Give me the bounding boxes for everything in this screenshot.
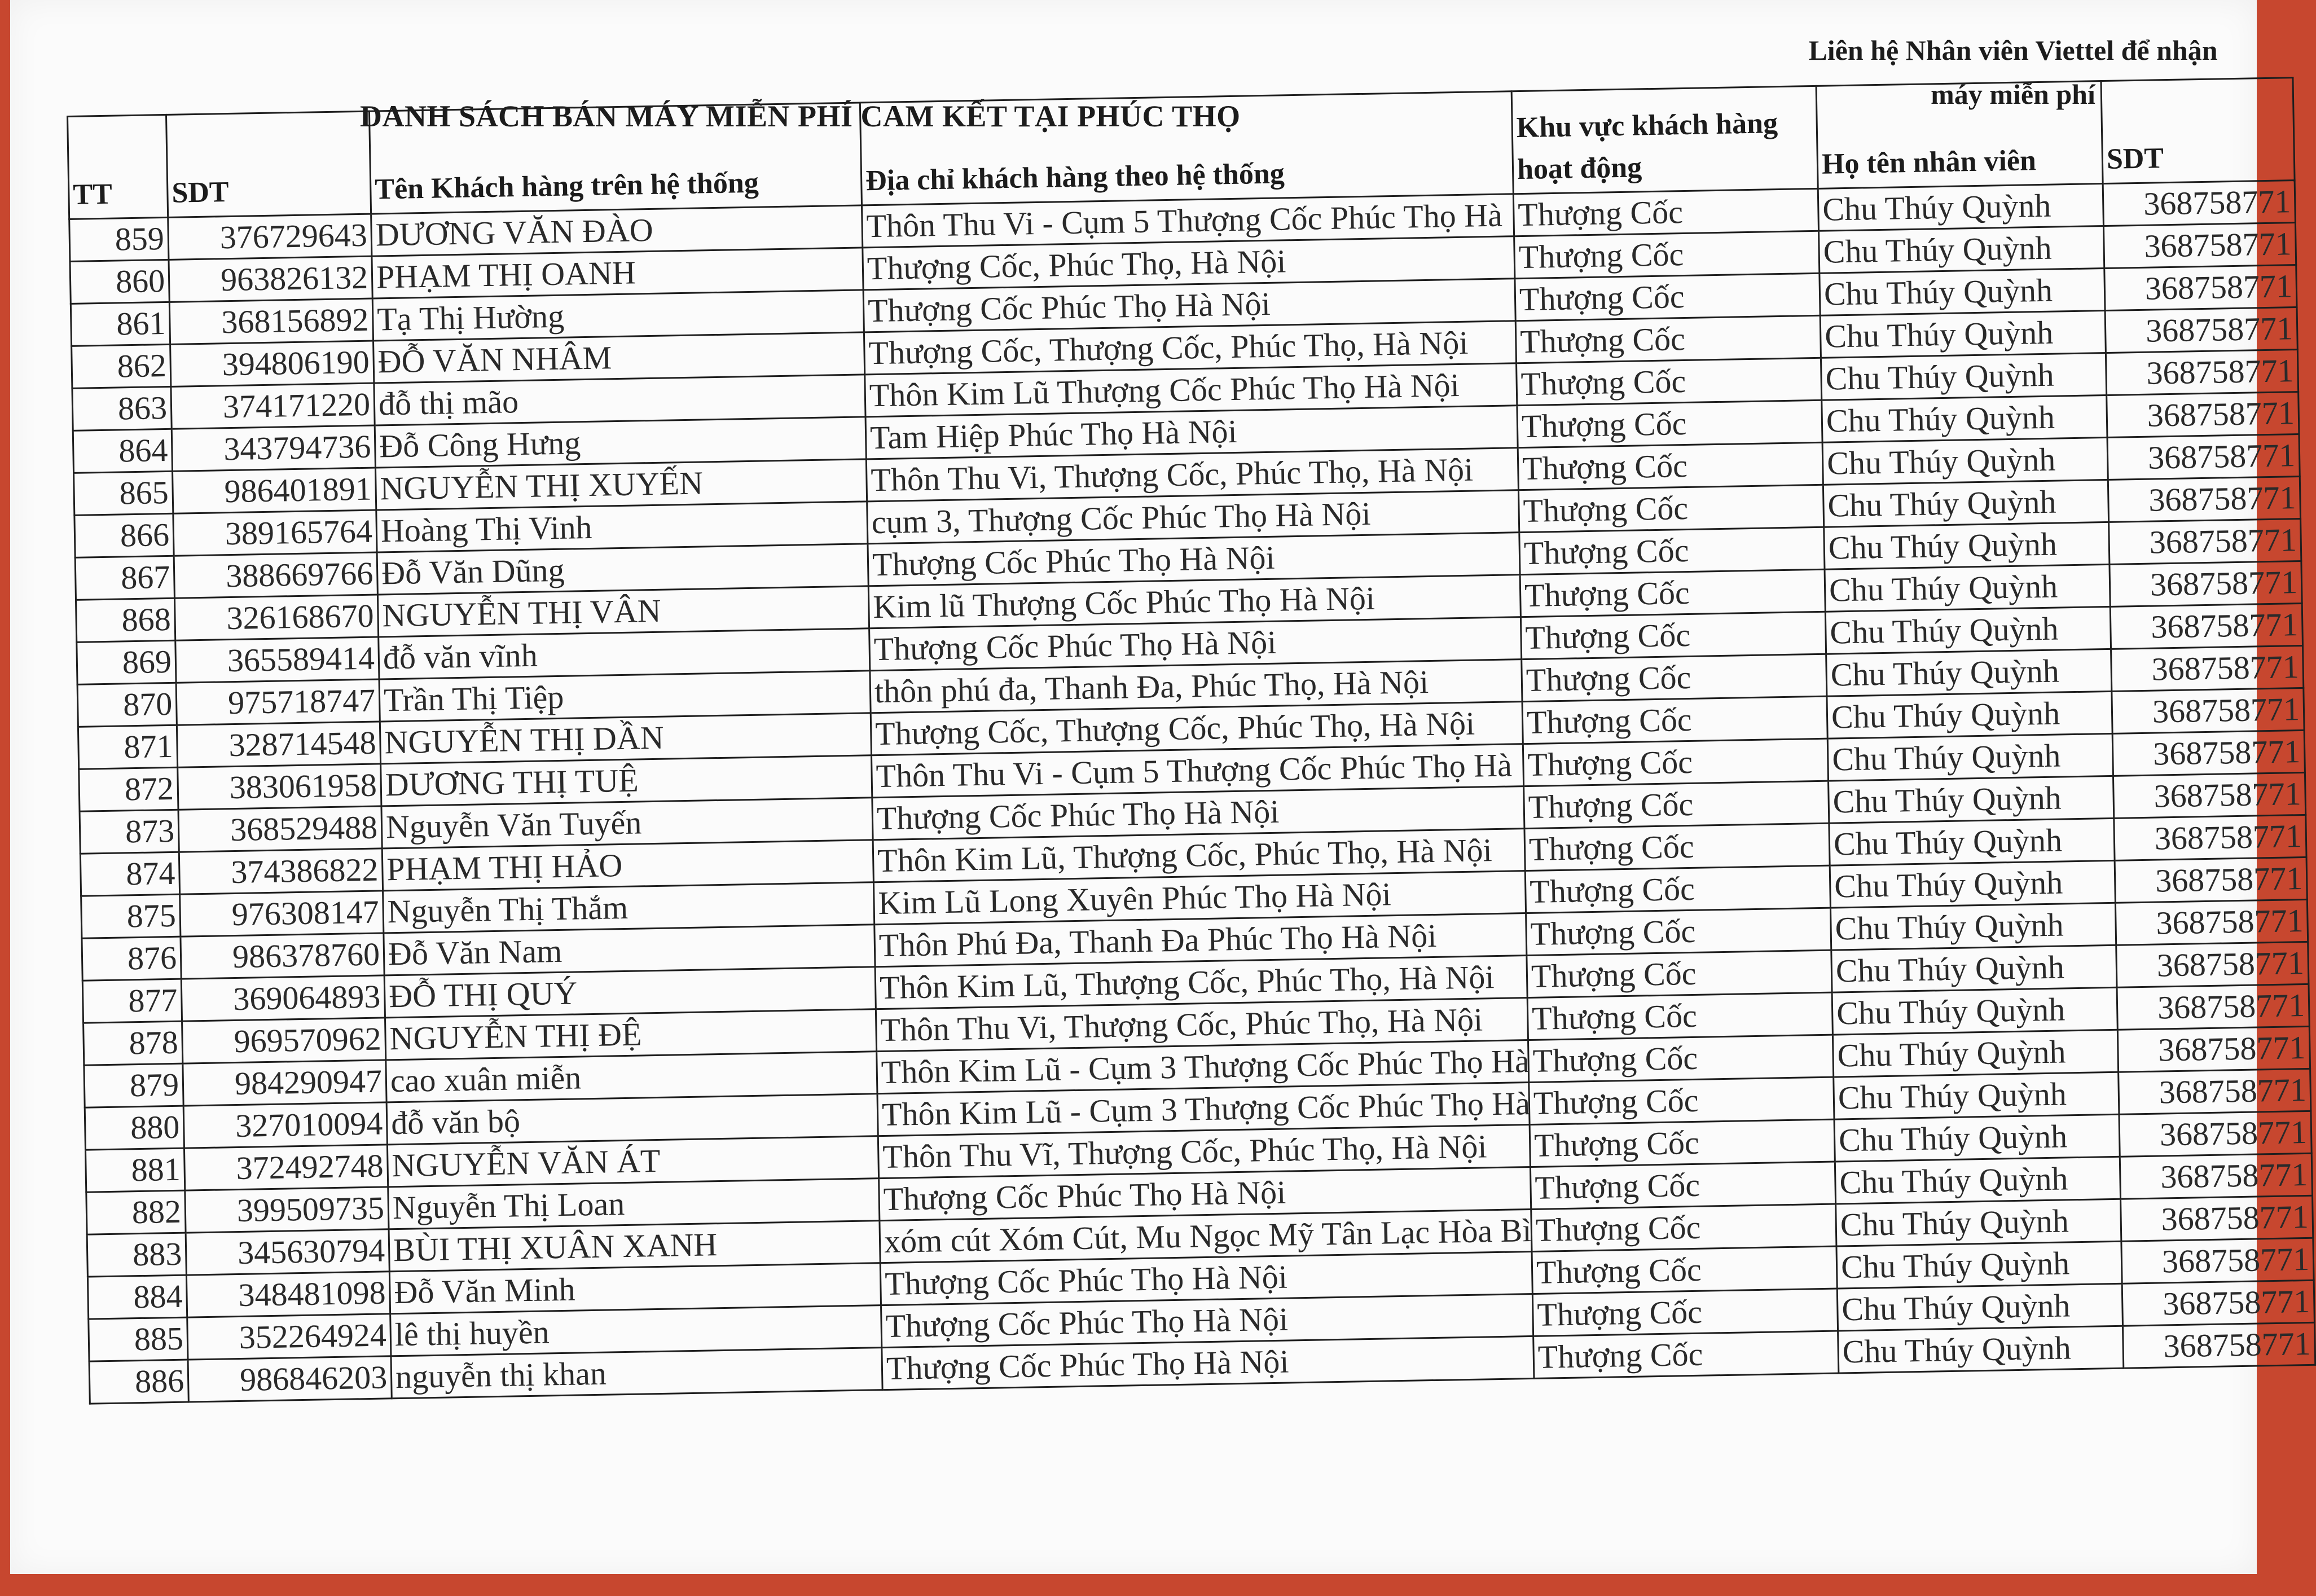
cell-address: Thôn Thu Vi - Cụm 5 Thượng Cốc Phúc Thọ Hà [872,744,1524,798]
customer-table [67,77,2316,1405]
cell-staff-sdt: 368758771 [2121,1195,2313,1241]
col-tt-header: TT [68,115,168,219]
cell-sdt: 345630794 [186,1229,389,1275]
col-staff-header: Họ tên nhân viên [1816,81,2103,189]
cell-name: Nguyễn Thị Thắm [383,882,874,933]
cell-tt: 868 [76,598,175,642]
paper-sheet [10,0,2311,1574]
cell-address: Thôn Thu Vĩ, Thượng Cốc, Phúc Thọ, Hà Nội [878,1125,1530,1179]
cell-staff: Chu Thúy Quỳnh [1823,480,2108,527]
cell-name: NGUYỄN VĂN ÁT [387,1136,878,1187]
cell-area: Thượng Cốc [1527,992,1832,1040]
cell-name: Nguyễn Thị Loan [388,1179,880,1229]
cell-sdt: 963826132 [169,256,372,302]
cell-staff: Chu Thúy Quỳnh [1837,1283,2122,1331]
cell-name: DƯƠNG VĂN ĐÀO [371,205,863,256]
cell-tt: 866 [74,513,174,557]
cell-staff-sdt: 368758771 [2116,942,2309,987]
cell-tt: 871 [78,725,177,769]
cell-address: thôn phú đa, Thanh Đa, Phúc Thọ, Hà Nội [870,659,1522,713]
cell-address: Thượng Cốc Phúc Thọ Hà Nội [880,1251,1532,1305]
cell-area: Thượng Cốc [1524,823,1830,870]
cell-sdt: 975718747 [176,679,380,725]
cell-staff-sdt: 368758771 [2117,1026,2310,1072]
cell-tt: 883 [87,1233,186,1277]
cell-staff: Chu Thúy Quỳnh [1832,1030,2118,1077]
cell-area: Thượng Cốc [1532,1289,1838,1336]
cell-sdt: 328714548 [177,722,380,767]
cell-tt: 879 [84,1063,183,1107]
cell-area: Thượng Cốc [1524,781,1829,828]
table-body [69,181,2315,1404]
cell-tt: 872 [79,767,178,811]
cell-sdt: 986846203 [188,1356,392,1402]
cell-area: Thượng Cốc [1515,273,1820,320]
cell-staff: Chu Thúy Quỳnh [1820,310,2106,358]
cell-sdt: 372492748 [184,1145,388,1190]
cell-staff: Chu Thúy Quỳnh [1822,437,2108,485]
cell-area: Thượng Cốc [1517,358,1822,405]
cell-name: nguyễn thị khan [391,1348,882,1399]
cell-sdt: 368529488 [178,806,382,852]
cell-staff: Chu Thúy Quỳnh [1827,691,2112,738]
cell-tt: 860 [70,260,169,304]
cell-address: Thượng Cốc Phúc Thọ Hà Nội [868,533,1520,586]
cell-sdt: 327010094 [183,1102,387,1148]
cell-staff-sdt: 368758771 [2117,984,2309,1030]
cell-tt: 877 [82,979,182,1023]
cell-staff-sdt: 368758771 [2110,561,2302,606]
cell-sdt: 986401891 [173,468,376,513]
cell-area: Thượng Cốc [1523,738,1828,786]
cell-sdt: 365589414 [175,637,379,683]
cell-name: Đỗ Văn Minh [389,1263,881,1314]
cell-staff-sdt: 368758771 [2122,1322,2315,1368]
col-staff-sdt-header: SDT [2101,78,2295,184]
cell-area: Thượng Cốc [1522,654,1827,701]
cell-staff: Chu Thúy Quỳnh [1838,1326,2124,1373]
cell-name: cao xuân miễn [386,1052,877,1102]
cell-address: xóm cút Xóm Cút, Mu Ngọc Mỹ Tân Lạc Hòa Bì [880,1209,1532,1263]
cell-tt: 878 [84,1021,183,1065]
cell-address: Thôn Thu Vi, Thượng Cốc, Phúc Thọ, Hà Nội [866,448,1518,502]
cell-staff-sdt: 368758771 [2115,857,2307,903]
cell-sdt: 383061958 [178,764,381,810]
cell-staff-sdt: 368758771 [2103,181,2295,226]
cell-name: NGUYỄN THỊ XUYẾN [375,459,867,510]
cell-sdt: 374171220 [171,383,375,429]
cell-name: Đỗ Văn Nam [384,925,875,975]
cell-address: Tam Hiệp Phúc Thọ Hà Nội [865,406,1518,459]
cell-tt: 859 [69,217,169,261]
cell-staff: Chu Thúy Quỳnh [1831,945,2117,992]
cell-staff-sdt: 368758771 [2119,1069,2311,1114]
cell-tt: 875 [81,894,181,938]
cell-staff: Chu Thúy Quỳnh [1832,987,2117,1035]
cell-staff-sdt: 368758771 [2112,688,2304,733]
cell-address: Thượng Cốc Phúc Thọ Hà Nội [872,786,1524,840]
cell-tt: 863 [72,386,172,430]
cell-tt: 881 [85,1148,184,1192]
contact-note: Liên hệ Nhân viên Viettel để nhận máy miễn phí [1808,34,2218,110]
cell-staff: Chu Thúy Quỳnh [1829,818,2115,865]
cell-name: NGUYỄN THỊ VÂN [377,586,869,637]
cell-staff: Chu Thúy Quỳnh [1836,1241,2122,1289]
cell-area: Thượng Cốc [1531,1204,1836,1251]
cell-address: Thôn Kim Lũ, Thượng Cốc, Phúc Thọ, Hà Nội [873,829,1525,882]
cell-staff: Chu Thúy Quỳnh [1834,1072,2119,1119]
cell-staff: Chu Thúy Quỳnh [1836,1199,2121,1246]
cell-area: Thượng Cốc [1525,865,1830,913]
cell-staff-sdt: 368758771 [2122,1280,2314,1326]
cell-name: lê thị huyền [390,1305,882,1356]
cell-sdt: 394806190 [170,341,374,386]
cell-staff-sdt: 368758771 [2112,730,2305,776]
cell-area: Thượng Cốc [1519,527,1825,574]
cell-name: Trần Thị Tiệp [379,671,871,722]
cell-address: Thượng Cốc Phúc Thọ Hà Nội [863,279,1515,332]
cell-staff: Chu Thúy Quỳnh [1826,649,2112,696]
cell-staff: Chu Thúy Quỳnh [1820,269,2105,316]
cell-name: Nguyễn Văn Tuyến [381,798,873,848]
cell-tt: 874 [80,852,179,896]
col-address-header: Địa chỉ khách hàng theo hệ thống [860,91,1513,205]
cell-staff: Chu Thúy Quỳnh [1834,1114,2120,1162]
cell-sdt: 986378760 [181,933,384,979]
cell-name: ĐỖ THỊ QUÝ [384,967,876,1018]
cell-tt: 882 [86,1190,186,1234]
cell-tt: 876 [82,937,181,981]
cell-address: Thượng Cốc, Phúc Thọ, Hà Nội [863,236,1515,290]
cell-staff-sdt: 368758771 [2111,645,2304,691]
cell-area: Thượng Cốc [1513,188,1818,236]
cell-address: Kim lũ Thượng Cốc Phúc Thọ Hà Nội [868,575,1520,628]
cell-address: Thượng Cốc Phúc Thọ Hà Nội [881,1294,1533,1347]
cell-sdt: 399509735 [185,1187,389,1233]
cell-name: DƯƠNG THỊ TUỆ [381,755,872,806]
cell-staff-sdt: 368758771 [2110,603,2302,649]
cell-address: Thôn Kim Lũ - Cụm 3 Thượng Cốc Phúc Thọ Hà [877,1040,1529,1094]
cell-address: Thượng Cốc, Thượng Cốc, Phúc Thọ, Hà Nội [864,321,1516,375]
cell-staff-sdt: 368758771 [2121,1238,2314,1283]
cell-sdt: 389165764 [173,510,377,556]
cell-sdt: 984290947 [183,1060,386,1106]
cell-sdt: 368156892 [169,298,373,344]
cell-address: Kim Lũ Long Xuyên Phúc Thọ Hà Nội [873,871,1526,925]
cell-area: Thượng Cốc [1530,1162,1835,1209]
cell-area: Thượng Cốc [1526,908,1831,955]
cell-area: Thượng Cốc [1527,950,1832,997]
cell-area: Thượng Cốc [1515,315,1821,363]
cell-tt: 864 [73,429,172,473]
cell-staff-sdt: 368758771 [2105,307,2297,353]
col-area-header: Khu vực khách hàng hoạt động [1511,86,1818,194]
cell-staff-sdt: 368758771 [2119,1111,2311,1157]
cell-area: Thượng Cốc [1529,1077,1834,1124]
cell-area: Thượng Cốc [1517,400,1822,447]
cell-address: Thôn Kim Lũ Thượng Cốc Phúc Thọ Hà Nội [865,363,1517,417]
cell-staff-sdt: 368758771 [2107,392,2299,438]
cell-staff-sdt: 368758771 [2120,1153,2312,1199]
cell-area: Thượng Cốc [1532,1246,1837,1294]
cell-staff-sdt: 368758771 [2106,350,2298,395]
cell-address: Thôn Thu Vi, Thượng Cốc, Phúc Thọ, Hà Nội [876,998,1528,1052]
cell-sdt: 352264924 [187,1314,391,1360]
cell-tt: 861 [71,302,170,346]
cell-address: Thôn Kim Lũ - Cụm 3 Thượng Cốc Phúc Thọ Hà [877,1083,1530,1136]
col-sdt-header: SDT [166,111,371,217]
cell-tt: 865 [74,471,173,515]
cell-name: ĐỖ VĂN NHÂM [373,332,865,383]
cell-staff-sdt: 368758771 [2113,772,2305,818]
cell-staff: Chu Thúy Quỳnh [1819,226,2104,274]
cell-address: cụm 3, Thượng Cốc Phúc Thọ Hà Nội [867,490,1519,544]
cell-tt: 862 [72,344,171,388]
cell-address: Thượng Cốc Phúc Thọ Hà Nội [879,1167,1531,1221]
cell-tt: 870 [77,683,177,727]
cell-sdt: 388669766 [174,552,377,598]
cell-tt: 885 [89,1317,188,1361]
cell-area: Thượng Cốc [1530,1119,1835,1167]
cell-area: Thượng Cốc [1514,231,1820,278]
cell-name: NGUYỄN THỊ ĐỆ [385,1009,876,1060]
cell-sdt: 374386822 [179,848,383,894]
cell-tt: 880 [85,1106,184,1150]
cell-address: Thôn Phú Đa, Thanh Đa Phúc Thọ Hà Nội [874,913,1527,967]
cell-tt: 867 [75,556,174,600]
cell-staff: Chu Thúy Quỳnh [1818,184,2103,231]
cell-staff-sdt: 368758771 [2107,434,2300,480]
document-title: DANH SÁCH BÁN MÁY MIỄN PHÍ CAM KẾT TẠI PHÚC THỌ [360,99,1241,133]
cell-staff: Chu Thúy Quỳnh [1827,733,2113,781]
cell-address: Thượng Cốc Phúc Thọ Hà Nội [869,617,1522,671]
col-name-header: Tên Khách hàng trên hệ thống [369,103,862,214]
cell-staff: Chu Thúy Quỳnh [1822,395,2107,442]
cell-tt: 873 [80,810,179,854]
cell-address: Thôn Thu Vi - Cụm 5 Thượng Cốc Phúc Thọ Hà [862,194,1514,248]
cell-name: Hoàng Thị Vinh [376,502,868,552]
customer-list [67,77,2316,1405]
cell-name: đỗ thị mão [374,375,865,425]
cell-staff: Chu Thúy Quỳnh [1830,903,2116,950]
cell-area: Thượng Cốc [1533,1331,1839,1378]
cell-staff-sdt: 368758771 [2115,899,2308,945]
cell-name: PHẠM THỊ OANH [372,248,863,298]
cell-area: Thượng Cốc [1522,696,1827,744]
cell-tt: 884 [87,1275,187,1319]
cell-staff: Chu Thúy Quỳnh [1825,606,2111,654]
cell-area: Thượng Cốc [1520,612,1826,659]
cell-staff: Chu Thúy Quỳnh [1824,522,2110,569]
cell-sdt: 969570962 [182,1018,386,1063]
cell-name: BÙI THỊ XUÂN XANH [389,1221,880,1272]
cell-sdt: 976308147 [180,891,384,937]
cell-staff: Chu Thúy Quỳnh [1829,776,2114,823]
cell-sdt: 376729643 [168,214,372,260]
cell-staff-sdt: 368758771 [2104,265,2297,311]
cell-name: NGUYỄN THỊ DẦN [380,713,871,764]
cell-staff-sdt: 368758771 [2103,223,2296,269]
cell-staff: Chu Thúy Quỳnh [1825,564,2110,612]
cell-name: Tạ Thị Hường [372,290,864,341]
cell-staff: Chu Thúy Quỳnh [1830,860,2115,908]
cell-address: Thôn Kim Lũ, Thượng Cốc, Phúc Thọ, Hà Nội [875,956,1527,1009]
cell-area: Thượng Cốc [1518,442,1823,490]
cell-address: Thượng Cốc, Thượng Cốc, Phúc Thọ, Hà Nội [871,702,1523,755]
cell-tt: 886 [89,1360,188,1404]
cell-sdt: 348481098 [186,1272,390,1317]
cell-name: Đỗ Công Hưng [375,417,866,468]
cell-staff-sdt: 368758771 [2114,815,2306,860]
cell-sdt: 369064893 [181,975,385,1021]
cell-area: Thượng Cốc [1520,569,1825,617]
cell-staff-sdt: 368758771 [2109,519,2301,565]
cell-sdt: 343794736 [172,425,375,471]
cell-staff-sdt: 368758771 [2108,477,2300,522]
cell-area: Thượng Cốc [1518,485,1823,532]
cell-name: đỗ văn vĩnh [379,628,870,679]
cell-tt: 869 [77,640,176,684]
cell-staff: Chu Thúy Quỳnh [1821,353,2106,400]
cell-address: Thượng Cốc Phúc Thọ Hà Nội [882,1336,1534,1390]
cell-name: PHẠM THỊ HẢO [382,840,873,891]
cell-name: đỗ văn bộ [386,1094,878,1145]
cell-area: Thượng Cốc [1528,1035,1833,1082]
cell-sdt: 326168670 [174,595,378,640]
cell-name: Đỗ Văn Dũng [377,544,868,595]
cell-staff: Chu Thúy Quỳnh [1835,1157,2120,1204]
